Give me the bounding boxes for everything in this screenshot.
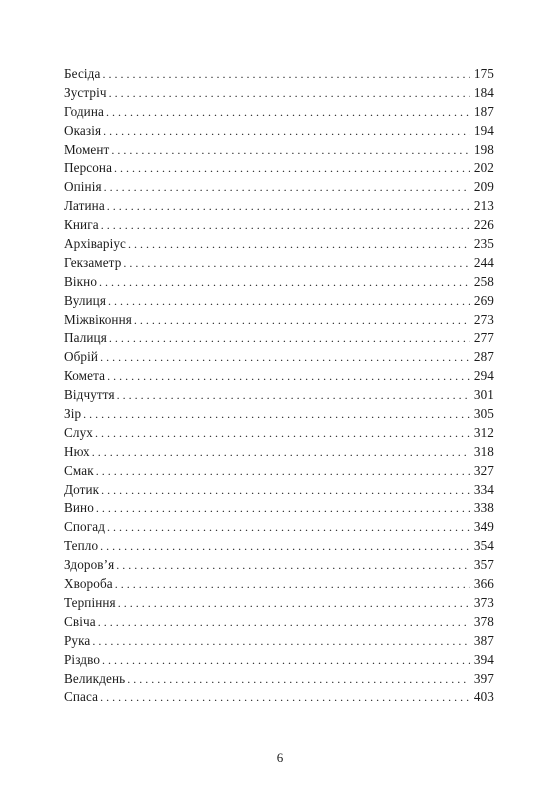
toc-entry-title: Персона: [64, 160, 113, 176]
toc-entry-page: 387: [473, 632, 494, 648]
toc-entry-page: 287: [473, 349, 494, 365]
toc-entry: [64, 481, 494, 500]
dot-leader: [100, 348, 470, 367]
toc-entry-title: Хвороба: [64, 576, 113, 592]
toc-entry-page: 209: [473, 179, 494, 195]
toc-entry: [64, 235, 494, 254]
dot-leader: [96, 499, 470, 518]
dot-leader: [114, 159, 470, 178]
dot-leader: [107, 518, 470, 537]
toc-entry-page: 312: [473, 424, 494, 440]
toc-entry-title: Терпіння: [64, 594, 116, 610]
toc-entry: [64, 424, 494, 443]
toc-entry-title: Свіча: [64, 613, 96, 629]
toc-entry-page: 357: [473, 557, 494, 573]
toc-entry: [64, 575, 494, 594]
toc-entry-title: Різдво: [64, 651, 101, 667]
toc-entry-page: 338: [473, 500, 494, 516]
toc-entry: [64, 518, 494, 537]
toc-entry-page: 294: [473, 368, 494, 384]
toc-entry-title: Комета: [64, 368, 106, 384]
toc-entry-title: Гекзаметр: [64, 254, 122, 270]
toc-entry: [64, 122, 494, 141]
dot-leader: [106, 103, 470, 122]
dot-leader: [100, 688, 470, 707]
dot-leader: [101, 481, 470, 500]
toc-entry-page: 394: [473, 651, 494, 667]
dot-leader: [96, 462, 470, 481]
toc-entry-page: 175: [473, 66, 494, 81]
dot-leader: [134, 311, 470, 330]
toc-entry-title: Оказія: [64, 122, 102, 138]
dot-leader: [95, 424, 470, 443]
toc-entry-title: Смак: [64, 462, 94, 478]
toc-entry: [64, 651, 494, 670]
toc-entry: [64, 386, 494, 405]
toc-entry-title: Опінія: [64, 179, 102, 195]
toc-entry-page: 366: [473, 576, 494, 592]
toc-entry: [64, 613, 494, 632]
toc-entry: [64, 159, 494, 178]
toc-entry: [64, 348, 494, 367]
dot-leader: [128, 235, 470, 254]
dot-leader: [103, 122, 470, 141]
toc-entry-page: 202: [473, 160, 494, 176]
dot-leader: [109, 84, 470, 103]
toc-entry-page: 349: [473, 519, 494, 535]
dot-leader: [100, 537, 470, 556]
toc-entry: [64, 405, 494, 424]
toc-entry: [64, 367, 494, 386]
toc-entry-title: Спаса: [64, 689, 99, 705]
toc-entry-page: 378: [473, 613, 494, 629]
toc-entry-page: 373: [473, 594, 494, 610]
toc-entry: [64, 254, 494, 273]
toc-entry: [64, 273, 494, 292]
dot-leader: [111, 141, 470, 160]
toc-entry: [64, 594, 494, 613]
toc-entry-title: Нюх: [64, 443, 90, 459]
toc-entry-title: Книга: [64, 217, 99, 233]
toc-entry-title: Вулиця: [64, 292, 106, 308]
toc-entry-page: 334: [473, 481, 494, 497]
dot-leader: [109, 329, 470, 348]
toc-entry: [64, 462, 494, 481]
toc-entry-title: Бесіда: [64, 66, 101, 81]
dot-leader: [98, 613, 470, 632]
toc-entry-page: 269: [473, 292, 494, 308]
toc-entry-page: 213: [473, 198, 494, 214]
toc-entry-page: 235: [473, 236, 494, 252]
toc-entry-title: Здоров’я: [64, 557, 115, 573]
toc-entry: [64, 141, 494, 160]
toc-entry-page: 318: [473, 443, 494, 459]
toc-entry-title: Міжвіконня: [64, 311, 132, 327]
toc-entry-title: Відчуття: [64, 387, 115, 403]
toc-entry-page: 226: [473, 217, 494, 233]
toc-entry-page: 187: [473, 103, 494, 119]
dot-leader: [104, 178, 470, 197]
toc-entry-page: 244: [473, 254, 494, 270]
toc-entry-title: Слух: [64, 424, 93, 440]
toc-entry-page: 301: [473, 387, 494, 403]
dot-leader: [118, 594, 470, 613]
toc-entry-title: Спогад: [64, 519, 106, 535]
toc-entry-title: Тепло: [64, 538, 99, 554]
toc-entry: [64, 329, 494, 348]
toc-entry-title: Архіваріус: [64, 236, 126, 252]
dot-leader: [102, 651, 470, 670]
toc-entry-page: 258: [473, 273, 494, 289]
dot-leader: [101, 216, 470, 235]
dot-leader: [115, 575, 470, 594]
toc-entry-title: Палиця: [64, 330, 107, 346]
toc-entry-title: Обрій: [64, 349, 99, 365]
dot-leader: [116, 556, 470, 575]
table-of-contents: [64, 65, 494, 707]
toc-entry: [64, 670, 494, 689]
dot-leader: [92, 443, 470, 462]
dot-leader: [92, 632, 470, 651]
dot-leader: [83, 405, 470, 424]
toc-entry-page: 198: [473, 141, 494, 157]
toc-entry-title: Година: [64, 103, 104, 119]
toc-entry-page: 403: [473, 689, 494, 705]
toc-entry-title: Момент: [64, 141, 110, 157]
toc-entry: [64, 292, 494, 311]
toc-entry-page: 354: [473, 538, 494, 554]
toc-entry-page: 397: [473, 670, 494, 686]
toc-entry-title: Зір: [64, 406, 82, 422]
toc-entry-page: 277: [473, 330, 494, 346]
dot-leader: [102, 65, 469, 84]
toc-entry: [64, 103, 494, 122]
toc-entry-title: Рука: [64, 632, 91, 648]
toc-entry-page: 305: [473, 406, 494, 422]
toc-entry: [64, 632, 494, 651]
page-number: 6: [276, 750, 284, 765]
toc-entry: [64, 537, 494, 556]
toc-entry: [64, 178, 494, 197]
dot-leader: [107, 367, 470, 386]
toc-entry: [64, 311, 494, 330]
toc-entry-page: 194: [473, 122, 494, 138]
toc-entry: [64, 84, 494, 103]
toc-entry: [64, 688, 494, 707]
toc-entry-page: 184: [473, 84, 494, 100]
dot-leader: [99, 273, 470, 292]
toc-entry-title: Зустріч: [64, 84, 107, 100]
toc-entry: [64, 556, 494, 575]
toc-entry: [64, 443, 494, 462]
toc-entry-title: Вікно: [64, 273, 98, 289]
dot-leader: [117, 386, 470, 405]
dot-leader: [108, 292, 470, 311]
toc-entry-title: Великдень: [64, 670, 126, 686]
toc-entry: [64, 197, 494, 216]
toc-entry-title: Дотик: [64, 481, 100, 497]
toc-entry-page: 273: [473, 311, 494, 327]
dot-leader: [107, 197, 470, 216]
toc-entry-title: Латина: [64, 198, 105, 214]
toc-entry: [64, 216, 494, 235]
toc-entry-page: 327: [473, 462, 494, 478]
toc-entry: [64, 65, 494, 84]
dot-leader: [123, 254, 470, 273]
toc-entry: [64, 499, 494, 518]
dot-leader: [127, 670, 470, 689]
toc-entry-title: Вино: [64, 500, 94, 516]
